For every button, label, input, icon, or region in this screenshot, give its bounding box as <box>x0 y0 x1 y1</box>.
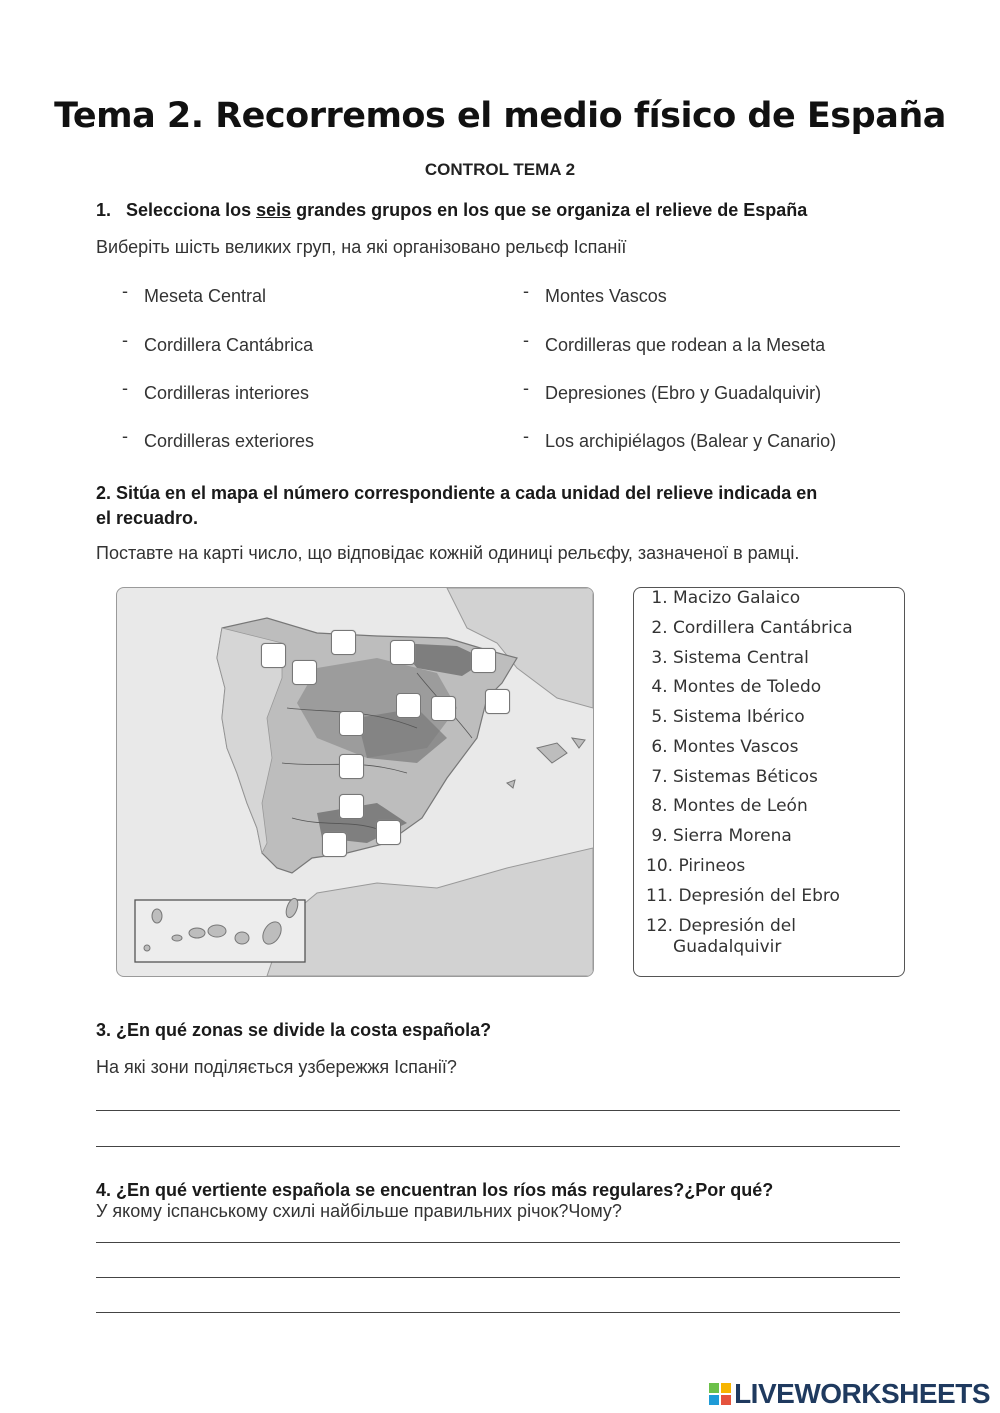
option-cordilleras-exteriores[interactable] <box>122 426 315 452</box>
legend-item: 8. Montes de León <box>646 796 808 816</box>
legend-item: 4. Montes de Toledo <box>646 677 822 697</box>
question-2 <box>96 481 916 531</box>
page-subtitle: CONTROL TEMA 2 <box>424 160 576 179</box>
option-label: Cordilleras que rodean a la Meseta <box>545 335 826 355</box>
question-1-number: 1. <box>96 200 112 220</box>
relief-units-legend <box>633 587 905 977</box>
option-dash: - <box>122 426 128 446</box>
map-answer-slot[interactable] <box>292 660 317 685</box>
option-dash: - <box>523 330 529 350</box>
question-3: 3. ¿En qué zonas se divide la costa española? <box>96 1020 492 1040</box>
map-answer-slot[interactable] <box>485 689 510 714</box>
legend-item: 7. Sistemas Béticos <box>646 767 818 787</box>
legend-item: 9. Sierra Morena <box>646 826 792 846</box>
option-dash: - <box>523 378 529 398</box>
liveworksheets-logo <box>709 1378 990 1410</box>
legend-item: 3. Sistema Central <box>646 648 809 668</box>
legend-item: Guadalquivir <box>646 937 782 957</box>
question-2-translation: Поставте на карті число, що відповідає кожній одиниці рельєфу, зазначеної в рамці. <box>96 543 800 563</box>
map-answer-slot[interactable] <box>376 820 401 845</box>
legend-item: 11. Depresión del Ebro <box>646 886 840 906</box>
option-label: Cordillera Cantábrica <box>144 335 314 355</box>
question-2-text-line2: el recuadro. <box>96 508 199 528</box>
option-label: Meseta Central <box>144 286 267 306</box>
map-answer-slot[interactable] <box>261 643 286 668</box>
question-3-translation: На які зони поділяється узбережжя Іспанії? <box>96 1057 457 1077</box>
option-cordilleras-rodean-meseta[interactable] <box>523 330 826 356</box>
legend-item: 6. Montes Vascos <box>646 737 799 757</box>
option-archipielagos[interactable] <box>523 426 837 452</box>
map-answer-slot[interactable] <box>431 696 456 721</box>
answer-line[interactable] <box>96 1277 900 1278</box>
option-dash: - <box>523 426 529 446</box>
option-meseta-central[interactable] <box>122 281 267 307</box>
legend-item: 5. Sistema Ibérico <box>646 707 805 727</box>
option-depresiones[interactable] <box>523 378 822 404</box>
option-cordillera-cantabrica[interactable] <box>122 330 314 356</box>
option-dash: - <box>523 281 529 301</box>
answer-line[interactable] <box>96 1312 900 1313</box>
question-1-emphasis: seis <box>256 200 292 220</box>
map-answer-slot[interactable] <box>396 693 421 718</box>
option-label: Cordilleras exteriores <box>144 431 315 451</box>
liveworksheets-logo-icon <box>709 1383 731 1405</box>
question-1-text-pre: Selecciona los <box>126 200 257 220</box>
option-label: Montes Vascos <box>545 286 667 306</box>
answer-line[interactable] <box>96 1242 900 1243</box>
question-1-translation: Виберіть шість великих груп, на які організовано рельєф Іспанії <box>96 237 627 257</box>
answer-line[interactable] <box>96 1110 900 1111</box>
option-dash: - <box>122 281 128 301</box>
legend-item: 1. Macizo Galaico <box>646 588 801 608</box>
option-cordilleras-interiores[interactable] <box>122 378 310 404</box>
legend-item: 2. Cordillera Cantábrica <box>646 618 853 638</box>
map-answer-slot[interactable] <box>331 630 356 655</box>
answer-line[interactable] <box>96 1146 900 1147</box>
map-answer-slot[interactable] <box>322 832 347 857</box>
option-montes-vascos[interactable] <box>523 281 667 307</box>
option-dash: - <box>122 378 128 398</box>
question-1 <box>96 200 807 221</box>
map-answer-slot[interactable] <box>471 648 496 673</box>
spain-relief-map <box>116 587 594 977</box>
map-answer-slot[interactable] <box>390 640 415 665</box>
question-2-text-line1: 2. Sitúa en el mapa el número correspondiente a cada unidad del relieve indicada en <box>96 483 818 503</box>
map-answer-slot[interactable] <box>339 711 364 736</box>
option-label: Los archipiélagos (Balear y Canario) <box>545 431 837 451</box>
question-4: 4. ¿En qué vertiente española se encuentran los ríos más regulares?¿Por qué? <box>96 1180 774 1200</box>
map-answer-slot[interactable] <box>339 754 364 779</box>
option-label: Depresiones (Ebro y Guadalquivir) <box>545 383 822 403</box>
legend-item: 12. Depresión del <box>646 916 796 936</box>
map-answer-slot[interactable] <box>339 794 364 819</box>
liveworksheets-logo-text: LIVEWORKSHEETS <box>734 1378 990 1409</box>
option-label: Cordilleras interiores <box>144 383 310 403</box>
question-1-text-post: grandes grupos en los que se organiza el relieve de España <box>291 200 808 220</box>
page-title: Tema 2. Recorremos el medio físico de España <box>54 96 946 136</box>
option-dash: - <box>122 330 128 350</box>
legend-item: 10. Pirineos <box>646 856 746 876</box>
question-4-translation: У якому іспанському схилі найбільше правильних річок?Чому? <box>96 1201 622 1221</box>
